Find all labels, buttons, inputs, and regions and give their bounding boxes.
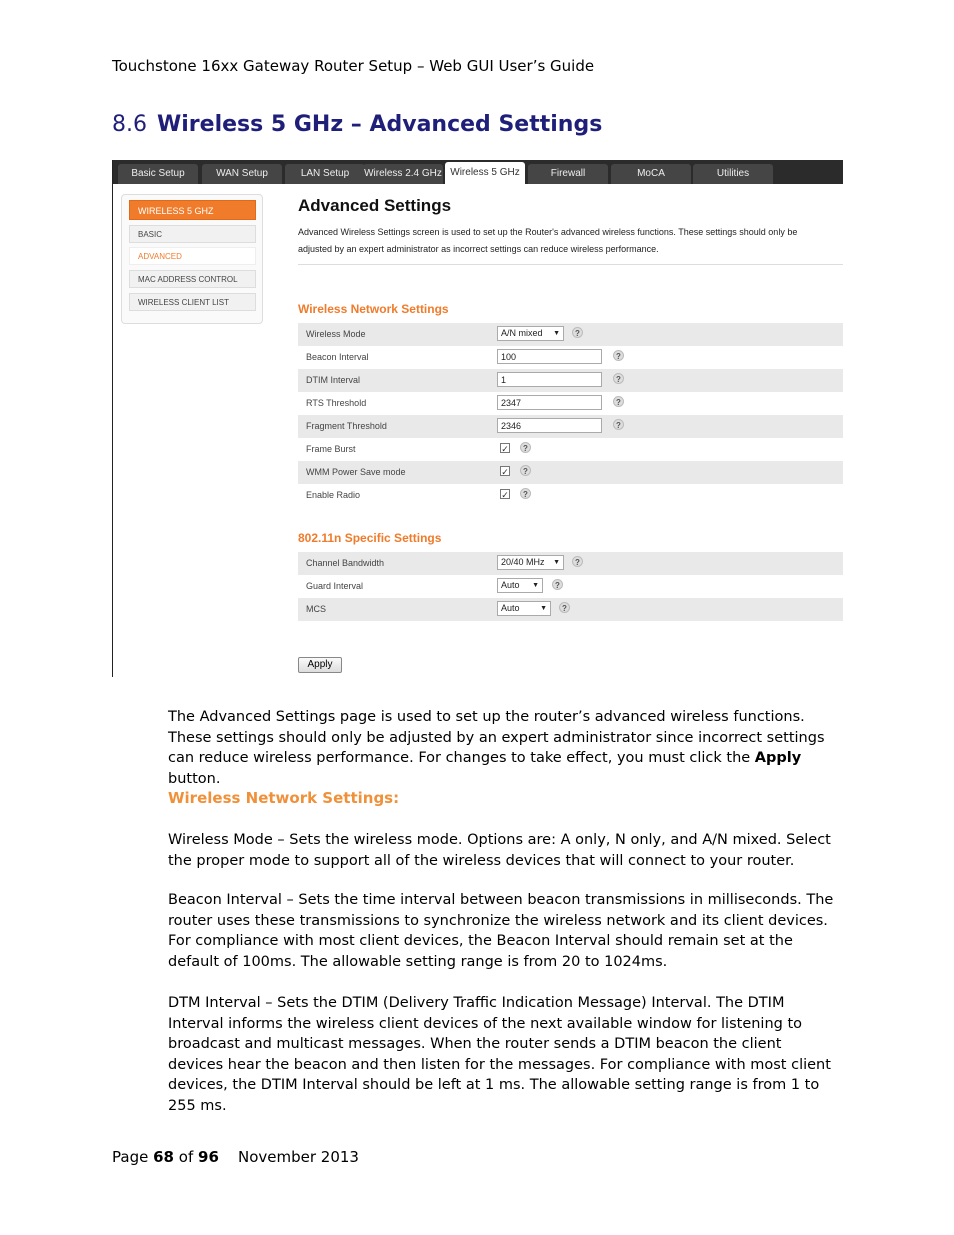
setting-text-input[interactable]: 2346 (497, 418, 602, 433)
chevron-down-icon: ▼ (540, 605, 547, 612)
tab-lan-setup[interactable]: LAN Setup (285, 164, 365, 184)
section-number: 8.6 (112, 112, 147, 137)
setting-select[interactable] (497, 601, 551, 616)
settings-row (298, 369, 843, 392)
chevron-down-icon: ▼ (553, 559, 560, 566)
tab-moca[interactable]: MoCA (611, 164, 691, 184)
select-value: Auto (501, 580, 520, 590)
page-description: Advanced Wireless Settings screen is used to set up the Router's advanced wireless functions. These settings should only be adjusted by an expert administrator as incorrect settings can reduce wireless performance. (298, 227, 798, 254)
section-title-text: Wireless 5 GHz – Advanced Settings (157, 112, 603, 137)
help-icon[interactable]: ? (572, 327, 583, 338)
tab-firewall[interactable]: Firewall (528, 164, 608, 184)
wireless-network-settings-heading: Wireless Network Settings (298, 302, 449, 316)
intro-bold-apply: Apply (754, 750, 802, 767)
tab-wireless-5[interactable]: Wireless 5 GHz (445, 162, 525, 184)
setting-label: Channel Bandwidth (306, 558, 385, 568)
chevron-down-icon: ▼ (532, 582, 539, 589)
router-gui-screenshot (112, 160, 843, 677)
intro-text-after: button. (168, 770, 221, 787)
help-icon[interactable]: ? (613, 350, 624, 361)
help-icon[interactable]: ? (520, 488, 531, 499)
setting-text-input[interactable]: 1 (497, 372, 602, 387)
intro-paragraph (168, 707, 838, 789)
settings-row (298, 461, 843, 484)
tab-basic-setup[interactable]: Basic Setup (118, 164, 198, 184)
setting-label: Enable Radio (306, 490, 361, 500)
settings-row (298, 438, 843, 461)
setting-label: RTS Threshold (306, 398, 367, 408)
setting-checkbox[interactable]: ✓ (501, 490, 509, 500)
setting-label: Guard Interval (306, 581, 364, 591)
setting-label: WMM Power Save mode (306, 467, 406, 477)
footer-date: November 2013 (237, 1148, 359, 1166)
settings-row (298, 346, 843, 369)
sidebar-heading: WIRELESS 5 GHZ (129, 200, 256, 220)
settings-row (298, 323, 843, 346)
chevron-down-icon: ▼ (553, 330, 560, 337)
setting-label: MCS (306, 604, 326, 614)
setting-text-input[interactable]: 100 (497, 349, 602, 364)
section-title (112, 112, 602, 137)
setting-select[interactable] (497, 578, 543, 593)
help-icon[interactable]: ? (613, 396, 624, 407)
setting-label: Beacon Interval (306, 352, 369, 362)
sidebar-item-mac-address-control[interactable]: MAC ADDRESS CONTROL (129, 270, 256, 288)
footer-page-number: 68 (153, 1148, 174, 1166)
help-icon[interactable]: ? (613, 419, 624, 430)
settings-row (298, 575, 843, 598)
sidebar-item-advanced[interactable]: ADVANCED (129, 247, 256, 265)
footer-page-word: Page (112, 1148, 149, 1166)
apply-button[interactable]: Apply (298, 657, 342, 673)
sidebar-item-basic[interactable]: BASIC (129, 225, 256, 243)
setting-text-input[interactable]: 2347 (497, 395, 602, 410)
setting-select[interactable] (497, 326, 564, 341)
setting-checkbox[interactable]: ✓ (501, 467, 509, 477)
tab-bar (113, 160, 843, 184)
settings-row (298, 552, 843, 575)
wireless-network-settings-subheading: Wireless Network Settings: (168, 789, 400, 807)
n-specific-settings-heading: 802.11n Specific Settings (298, 531, 442, 545)
sidebar-item-wireless-client-list[interactable]: WIRELESS CLIENT LIST (129, 293, 256, 311)
help-icon[interactable]: ? (520, 442, 531, 453)
select-value: 20/40 MHz (501, 557, 545, 567)
page-title: Advanced Settings (298, 196, 452, 215)
sidebar (121, 194, 263, 324)
paragraph-wireless-mode: Wireless Mode – Sets the wireless mode. Options are: A only, N only, and A/N mixed. Select the proper mode to support all of the wireless devices that will connect to your router. (168, 832, 831, 869)
tab-utilities[interactable]: Utilities (693, 164, 773, 184)
setting-label: Fragment Threshold (306, 421, 387, 431)
tab-wan-setup[interactable]: WAN Setup (202, 164, 282, 184)
setting-label: DTIM Interval (306, 375, 361, 385)
select-value: Auto (501, 603, 520, 613)
intro-text-before: The Advanced Settings page is used to set up the router’s advanced wireless functions. These settings should only be adjusted by an expert administrator since incorrect settings can reduce wireless performance. For changes to take effect, you must click the (168, 709, 825, 767)
tab-wireless-24[interactable]: Wireless 2.4 GHz (363, 164, 443, 184)
help-icon[interactable]: ? (559, 602, 570, 613)
settings-row (298, 598, 843, 621)
settings-row (298, 415, 843, 438)
document-header: Touchstone 16xx Gateway Router Setup – Web GUI User’s Guide (112, 57, 595, 75)
paragraph-dtim-interval: DTM Interval – Sets the DTIM (Delivery Traffic Indication Message) Interval. The DTIM Interval informs the wireless client devices of the next available window for listening to broadcast and multicast messages. When the router sends a DTIM beacon the client devices hear the beacon and then listen for the messages. For compliance with most client devices, the DTIM Interval should be left at 1 ms. The allowable setting range is from 1 to 255 ms. (168, 995, 831, 1114)
setting-label: Frame Burst (306, 444, 356, 454)
help-icon[interactable]: ? (520, 465, 531, 476)
settings-row (298, 392, 843, 415)
footer-of-word: of (178, 1148, 194, 1166)
paragraph-beacon-interval: Beacon Interval – Sets the time interval between beacon transmissions in milliseconds. The router uses these transmissions to synchronize the wireless network and its client devices. For compliance with most client devices, the Beacon Interval should remain set at the default of 100ms. The allowable setting range is from 20 to 1024ms. (168, 892, 834, 970)
setting-select[interactable] (497, 555, 564, 570)
select-value: A/N mixed (501, 328, 543, 338)
help-icon[interactable]: ? (572, 556, 583, 567)
divider (298, 264, 843, 265)
footer-total-pages: 96 (198, 1148, 219, 1166)
setting-checkbox[interactable]: ✓ (501, 444, 509, 454)
settings-row (298, 484, 843, 507)
setting-label: Wireless Mode (306, 329, 366, 339)
help-icon[interactable]: ? (613, 373, 624, 384)
page-footer (112, 1148, 359, 1166)
help-icon[interactable]: ? (552, 579, 563, 590)
